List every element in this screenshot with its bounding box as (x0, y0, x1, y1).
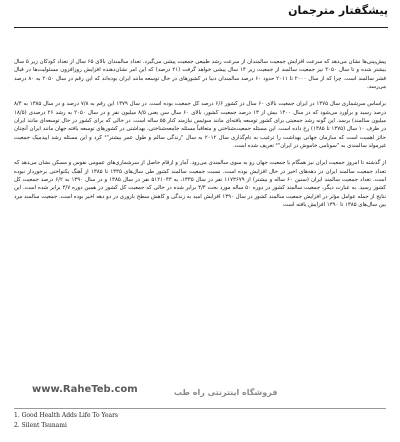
page-heading: پیشگفتار مترجمان (288, 4, 388, 17)
body-text (14, 58, 386, 219)
footnotes (14, 408, 386, 431)
watermark-store-name: فروشگاه اینترنتی راه طب (174, 388, 278, 397)
watermark (14, 384, 386, 404)
watermark-url: www.RaheTeb.com (32, 384, 138, 395)
paragraph-3: از گذشته تا امروز جمعیت ایران نیز همگام با جمعیت جهان رو به سوی سالمندی می‌رود. آمار و ارقام حاصل از سرشماری‌های عمومی نفوس و مسکن نشان می‌دهد که تعداد جمعیت سالمند ایران در دهه‌های اخیر در حال افزایش بوده است. نسبت جمعیت سالمند کشور طی سال‌های ۱۳۳۵ تا ۱۳۸۵ از آهنگ یکنواختی برخوردار نبوده است. تعداد جمعیت سالمند ایران (سنین ۶۰ ساله و بیشتر) از ۱۱۷۳۶۷۹ نفر در سال ۱۳۳۵، به ۵۱۲۱۰۴۳ نفر در سال ۱۳۸۵ و در سال ۱۳۹۰ به ۶/۲ درصد جمعیت کل کشور رسید. به عبارت دیگر، جمعیت سالمند کشور در دوره ۵۰ ساله مورد بحث ۴/۴ برابر شده در حالی که جمعیت کل کشور در همین دوره ۳/۷ برابر شده است. این نتایج از جمله عوامل مؤثر در افزایش جمعیت سالمند کشور در سال ۱۳۹۰ افزایش امید به زندگی و کاهش سطح باروری در دو دهه اخیر بوده است. جمعیت سالمند مرد بین سال‌های ۱۳۸۵ تا ۱۳۹۰ افزایش یافته است (14, 160, 386, 209)
paragraph-2: براساس سرشماری سال ۱۳۷۵ در ایران جمعیت بالای ۶۰ سال در کشور ۶/۶ درصد کل جمعیت بوده است. در سال ۱۳۷۹ این رقم به ۷/۸ درصد و در سال ۱۳۸۵ به ۸/۴ درصد رسید و برآورد می‌شود که در سال ۱۴۰۰ بیش از ۱۳ درصد جمعیت کشور، بالای ۶۰ سال سن یعنی ۸/۵ میلیون نفر و در سال ۲۰۵۰ به رشد ۲۶ درصدی (۱۸/۵ میلیون سالمند) برسد. این گونه رشد جمعیتی برای کشور توسعه یافته‌ای مانند سوئیس نیازمند کنار ۵۵ ساله است. در حالی که برای کشور در حال توسعه‌ای مانند ایران در ظرف ۱۰ سال (۱۳۷۵ تا ۱۳۸۵) رخ داده است. این مسئله جمعیت‌شناختی و متعاقباً مسئله جامعه‌شناختی، بهداشتی در کشورهای توسعه یافته جهان مانند ایران آنچنان حائز اهمیت است که سازمان جهانی بهداشت را ترغیب به نام‌گذاری سال ۲۰۱۲ به سال "زندگی سالم و طول عمر بیشتر"¹ کرد و این مسئله رشد اپیدمیک جمعیت غیرمولد سالمندی به "سونامی خاموش در ایران"² تعریف شده است. (14, 101, 387, 150)
heading-rule (14, 27, 388, 28)
footnote-1: 1. Good Health Adds Life To Years (14, 412, 119, 419)
paragraph-1: پیش‌بینی‌ها نشان می‌دهد که سرعت افزایش جمعیت سالمندان از سرعت رشد طبیعی جمعیت پیشی می‌گیرد. تعداد سالمندان بالای ۶۵ سال از تعداد کودکان زیر ۵ سال بیشتر شده و تا سال ۲۰۵۰ نیز جمعیت سالمند از جمعیت زیر ۱۴ سال پیشی خواهد گرفت (۲۱ درصد) که این امر نشان‌دهنده افزایش روزافزون مسئولیت‌ها در قبال قشر سالمند است. چرا که از سال ۲۰۰۰ تا ۲۰۱۱ حدود ۶۰ درصد سالمندان دنیا در کشورهای در حال توسعه مانند ایران بوده‌اند که این رقم در سال ۲۰۵۰ به ۸۰ درصد می‌رسد. (14, 59, 387, 91)
footnote-2: 2. Silent Tsunami (14, 422, 67, 429)
